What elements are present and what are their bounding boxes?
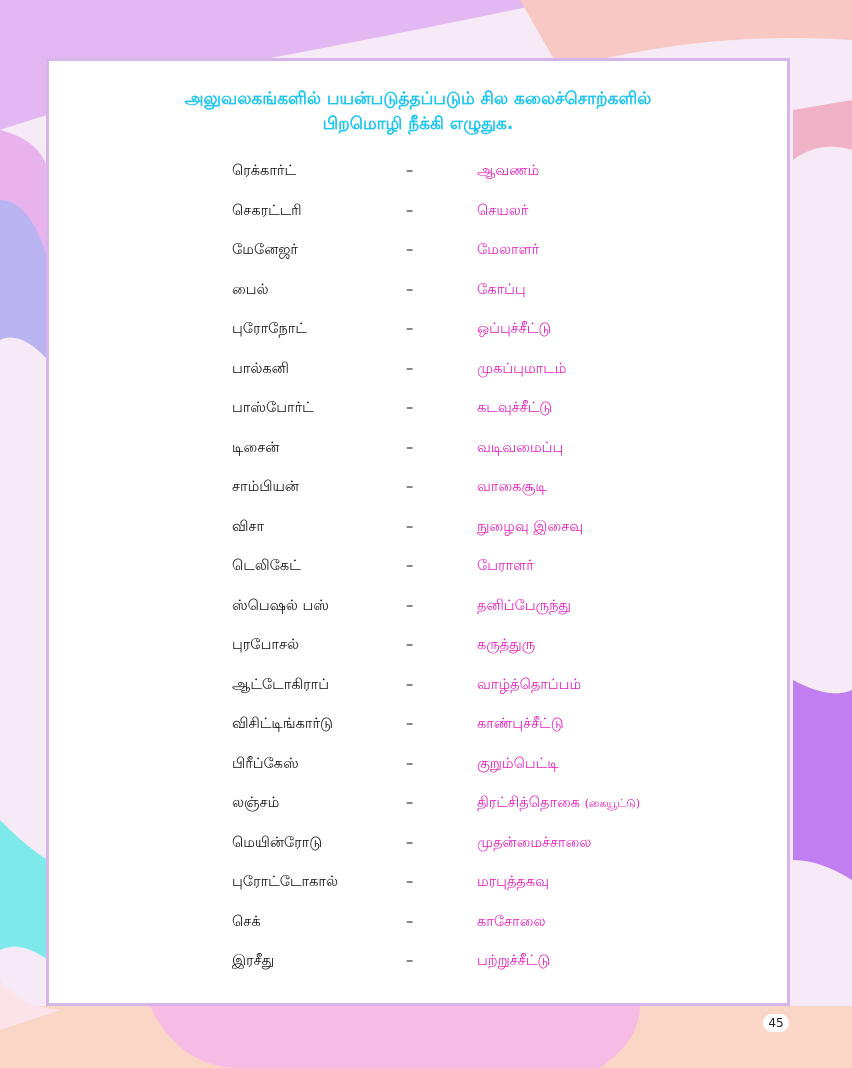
foreign-word: விசா (232, 519, 265, 535)
dash-separator: – (406, 598, 414, 614)
list-item (49, 163, 787, 187)
list-item (49, 400, 787, 424)
tamil-word: கடவுச்சீட்டு (477, 400, 553, 416)
foreign-word: ஆட்டோகிராப் (232, 677, 330, 693)
foreign-word: செகரட்டரி (232, 203, 302, 219)
dash-separator: – (406, 203, 414, 219)
tamil-word-note: (கையூட்டு) (584, 797, 641, 810)
tamil-word: காண்புச்சீட்டு (477, 716, 564, 732)
list-item (49, 321, 787, 345)
dash-separator: – (406, 953, 414, 969)
dash-separator: – (406, 282, 414, 298)
dash-separator: – (406, 558, 414, 574)
foreign-word: விசிட்டிங்கார்டு (232, 716, 334, 732)
list-item (49, 953, 787, 977)
foreign-word: டெலிகேட் (232, 558, 301, 574)
dash-separator: – (406, 716, 414, 732)
foreign-word: ஸ்பெஷல் பஸ் (232, 598, 329, 614)
list-item (49, 835, 787, 859)
tamil-word: குறும்பெட்டி (477, 756, 559, 772)
list-item (49, 558, 787, 582)
list-item (49, 361, 787, 385)
list-item (49, 282, 787, 306)
tamil-word (477, 795, 640, 813)
title-line-1: அலுவலகங்களில் பயன்படுத்தப்படும் சில கலைச்சொற்களில் (184, 89, 652, 109)
foreign-word: செக் (232, 914, 261, 930)
tamil-word: பேராளர் (477, 558, 534, 574)
list-item (49, 203, 787, 227)
tamil-word: மேலாளர் (477, 242, 540, 258)
foreign-word: பாஸ்போர்ட் (232, 400, 314, 416)
list-item (49, 242, 787, 266)
dash-separator: – (406, 914, 414, 930)
tamil-word: ஆவணம் (477, 163, 540, 179)
tamil-word: நுழைவு இசைவு (477, 519, 584, 535)
foreign-word: சாம்பியன் (232, 479, 299, 495)
list-item (49, 637, 787, 661)
title-line-2: பிறமொழி நீக்கி எழுதுக. (322, 114, 514, 134)
foreign-word: ரெக்கார்ட் (232, 163, 297, 179)
foreign-word: பைல் (232, 282, 269, 298)
list-item (49, 519, 787, 543)
tamil-word: ஒப்புச்சீட்டு (477, 321, 552, 337)
tamil-word: தனிப்பேருந்து (477, 598, 571, 614)
foreign-word: புரோநோட் (232, 321, 307, 337)
foreign-word: மெயின்ரோடு (232, 835, 323, 851)
dash-separator: – (406, 519, 414, 535)
list-item (49, 914, 787, 938)
tamil-word: கருத்துரு (477, 637, 536, 653)
tamil-word: பற்றுச்சீட்டு (477, 953, 551, 969)
dash-separator: – (406, 400, 414, 416)
list-item (49, 795, 787, 819)
foreign-word: பிரீப்கேஸ் (232, 756, 299, 772)
dash-separator: – (406, 361, 414, 377)
foreign-word: புரபோசல் (232, 637, 300, 653)
foreign-word: டிசைன் (232, 440, 280, 456)
list-item (49, 874, 787, 898)
list-item (49, 716, 787, 740)
list-item (49, 677, 787, 701)
foreign-word: மேனேஜர் (232, 242, 298, 258)
tamil-word: முகப்புமாடம் (477, 361, 567, 377)
dash-separator: – (406, 242, 414, 258)
dash-separator: – (406, 637, 414, 653)
content-panel (46, 58, 790, 1006)
dash-separator: – (406, 835, 414, 851)
foreign-word: லஞ்சம் (232, 795, 280, 811)
dash-separator: – (406, 677, 414, 693)
tamil-word: வாழ்த்தொப்பம் (477, 677, 582, 693)
page-number: 45 (763, 1014, 789, 1032)
dash-separator: – (406, 321, 414, 337)
tamil-word-text: திரட்சித்தொகை (477, 795, 581, 811)
tamil-word: செயலர் (477, 203, 529, 219)
list-item (49, 479, 787, 503)
dash-separator: – (406, 440, 414, 456)
tamil-word: கோப்பு (477, 282, 526, 298)
foreign-word: பால்கனி (232, 361, 290, 377)
dash-separator: – (406, 874, 414, 890)
tamil-word: முதன்மைச்சாலை (477, 835, 592, 851)
dash-separator: – (406, 795, 414, 811)
list-item (49, 440, 787, 464)
tamil-word: காசோலை (477, 914, 546, 930)
list-item (49, 756, 787, 780)
foreign-word: இரசீது (232, 953, 275, 969)
dash-separator: – (406, 479, 414, 495)
page-title (49, 87, 787, 137)
tamil-word: வடிவமைப்பு (477, 440, 564, 456)
dash-separator: – (406, 756, 414, 772)
tamil-word: மரபுத்தகவு (477, 874, 549, 890)
foreign-word: புரோட்டோகால் (232, 874, 338, 890)
dash-separator: – (406, 163, 414, 179)
tamil-word: வாகைசூடி (477, 479, 547, 495)
list-item (49, 598, 787, 622)
